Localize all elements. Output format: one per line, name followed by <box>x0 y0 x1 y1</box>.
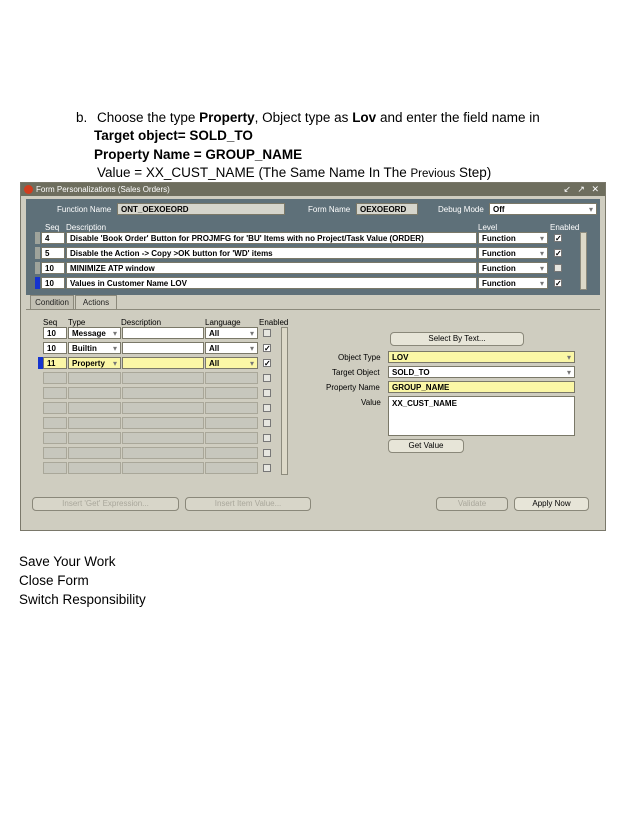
insert-item-value-button[interactable] <box>185 497 311 511</box>
rules-description-header: Description <box>66 223 107 232</box>
insert-get-expression-button[interactable] <box>32 497 179 511</box>
actions-language-header: Language <box>205 318 241 327</box>
window-title: Form Personalizations (Sales Orders) <box>36 185 170 194</box>
action-description-empty[interactable] <box>122 417 204 429</box>
form-personalizations-window <box>20 182 606 531</box>
rules-block <box>26 199 600 525</box>
record-indicator[interactable] <box>35 247 40 259</box>
step-line-2: Target object= SOLD_TO <box>94 128 253 143</box>
apply-now-button[interactable] <box>514 497 589 511</box>
actions-scrollbar[interactable] <box>281 327 288 475</box>
rule-seq[interactable]: 5 <box>41 247 65 259</box>
rule-enabled-checkbox[interactable] <box>554 264 562 272</box>
rule-level-select[interactable]: Function ▾ <box>478 247 548 259</box>
action-seq[interactable]: 10 <box>43 342 67 354</box>
action-description[interactable] <box>122 342 204 354</box>
actions-description-header: Description <box>121 318 162 327</box>
actions-type-header: Type <box>68 318 86 327</box>
step-text-4b: Previous <box>410 168 456 180</box>
action-language-empty[interactable] <box>205 417 258 429</box>
actions-panel <box>26 309 600 510</box>
tab-condition[interactable]: Condition <box>30 295 74 309</box>
action-enabled-checkbox[interactable] <box>263 404 271 412</box>
action-seq[interactable]: 11 <box>43 357 67 369</box>
object-type-select[interactable]: LOV ▾ <box>388 351 575 363</box>
action-type-select[interactable]: Message ▾ <box>68 327 121 339</box>
debug-mode-label: Debug Mode <box>438 205 484 214</box>
action-description-empty[interactable] <box>122 402 204 414</box>
function-name-label: Function Name <box>57 205 112 214</box>
target-object-label: Target Object <box>332 368 380 377</box>
action-language-empty[interactable] <box>205 432 258 444</box>
action-description-empty[interactable] <box>122 387 204 399</box>
action-language-select[interactable]: All ▾ <box>205 357 258 369</box>
oracle-app-icon <box>24 185 33 194</box>
action-description[interactable] <box>122 357 204 369</box>
function-name-field[interactable]: ONT_OEXOEORD <box>117 203 285 215</box>
form-name-label: Form Name <box>308 205 351 214</box>
value-textarea[interactable]: XX_CUST_NAME <box>388 396 575 436</box>
get-value-label: Get Value <box>408 441 444 450</box>
action-seq-empty[interactable] <box>43 387 67 399</box>
action-description-empty[interactable] <box>122 447 204 459</box>
rule-description[interactable]: Disable 'Book Order' Button for PROJMFG for 'BU' Items with no Project/Task Value (ORDER) <box>66 232 477 244</box>
action-type-empty[interactable] <box>68 387 121 399</box>
action-seq-empty[interactable] <box>43 462 67 474</box>
property-name-label: Property Name <box>326 383 380 392</box>
tab-region <box>26 295 600 525</box>
action-type-select[interactable]: Property ▾ <box>68 357 121 369</box>
rule-enabled-checkbox[interactable]: ✓ <box>555 234 562 243</box>
rule-description[interactable]: Values in Customer Name LOV <box>66 277 477 289</box>
step-text-1a: Choose the type <box>97 110 200 125</box>
record-indicator[interactable] <box>35 262 40 274</box>
step-text-4a: Value = XX_CUST_NAME (The Same Name In The <box>97 165 411 180</box>
rule-seq[interactable]: 10 <box>41 277 65 289</box>
apply-now-label: Apply Now <box>532 499 571 508</box>
select-by-text-button[interactable] <box>390 332 524 346</box>
step-text-1e: and enter the field name in <box>376 110 540 125</box>
insert-item-value-label: Insert Item Value... <box>214 499 282 508</box>
rule-enabled-checkbox[interactable]: ✓ <box>555 279 562 288</box>
action-type-empty[interactable] <box>68 432 121 444</box>
action-description-empty[interactable] <box>122 372 204 384</box>
record-indicator[interactable] <box>35 232 40 244</box>
rule-level-select[interactable]: Function ▾ <box>478 262 548 274</box>
step-text-1d: Lov <box>352 110 377 125</box>
action-seq-empty[interactable] <box>43 447 67 459</box>
action-seq-empty[interactable] <box>43 432 67 444</box>
actions-seq-header: Seq <box>43 318 58 327</box>
action-type-empty[interactable] <box>68 417 121 429</box>
action-seq-empty[interactable] <box>43 417 67 429</box>
property-name-field[interactable]: GROUP_NAME <box>388 381 575 393</box>
rule-description[interactable]: MINIMIZE ATP window <box>66 262 477 274</box>
step-text-1c: , Object type as <box>254 110 353 125</box>
action-enabled-checkbox[interactable] <box>263 389 271 397</box>
action-seq-empty[interactable] <box>43 372 67 384</box>
step-prefix: b. <box>76 110 88 125</box>
validate-label: Validate <box>457 499 487 508</box>
validate-button[interactable] <box>436 497 508 511</box>
action-enabled-checkbox[interactable] <box>263 434 271 442</box>
action-enabled-checkbox[interactable] <box>263 449 271 457</box>
select-by-text-label: Select By Text... <box>428 334 486 343</box>
step-line-4 <box>97 163 491 184</box>
rules-seq-header: Seq <box>45 223 60 232</box>
note-save-work: Save Your Work <box>19 554 116 569</box>
form-name-field[interactable]: OEXOEORD <box>356 203 418 215</box>
step-line-3: Property Name = GROUP_NAME <box>94 147 303 162</box>
object-type-label: Object Type <box>338 353 381 362</box>
rules-scrollbar[interactable] <box>580 232 587 290</box>
rule-description[interactable]: Disable the Action -> Copy >OK button for 'WD' items <box>66 247 477 259</box>
action-language-select[interactable]: All ▾ <box>205 327 258 339</box>
rule-enabled-checkbox[interactable]: ✓ <box>555 249 562 258</box>
insert-get-expression-label: Insert 'Get' Expression... <box>62 499 149 508</box>
step-line-1 <box>76 108 540 127</box>
window-title-bar <box>21 183 605 196</box>
action-type-empty[interactable] <box>68 372 121 384</box>
action-enabled-checkbox[interactable] <box>263 419 271 427</box>
action-language-empty[interactable] <box>205 447 258 459</box>
window-controls-icon[interactable]: ↙ ↗ ✕ <box>563 184 601 194</box>
rule-seq[interactable]: 4 <box>41 232 65 244</box>
action-type-empty[interactable] <box>68 402 121 414</box>
action-seq[interactable]: 10 <box>43 327 67 339</box>
get-value-button[interactable] <box>388 439 464 453</box>
step-text-4c: Step) <box>455 165 492 180</box>
rule-level-select[interactable]: Function ▾ <box>478 277 548 289</box>
action-language-empty[interactable] <box>205 387 258 399</box>
note-close-form: Close Form <box>19 573 89 588</box>
tab-actions[interactable]: Actions <box>75 295 117 309</box>
action-description[interactable] <box>122 327 204 339</box>
action-description-empty[interactable] <box>122 432 204 444</box>
action-enabled-checkbox[interactable]: ✓ <box>264 359 271 368</box>
action-language-empty[interactable] <box>205 372 258 384</box>
action-enabled-checkbox[interactable] <box>263 329 271 337</box>
debug-mode-select[interactable]: Off ▾ <box>489 203 597 215</box>
action-language-empty[interactable] <box>205 402 258 414</box>
action-enabled-checkbox[interactable] <box>263 464 271 472</box>
rule-level-select[interactable]: Function ▾ <box>478 232 548 244</box>
value-label: Value <box>361 398 381 407</box>
note-switch-responsibility: Switch Responsibility <box>19 592 146 607</box>
rule-seq[interactable]: 10 <box>41 262 65 274</box>
rules-enabled-header: Enabled <box>550 223 580 232</box>
step-text-1b: Property <box>199 110 255 125</box>
action-enabled-checkbox[interactable] <box>263 374 271 382</box>
action-language-empty[interactable] <box>205 462 258 474</box>
actions-enabled-header: Enabled <box>259 318 289 327</box>
action-type-select[interactable]: Builtin ▾ <box>68 342 121 354</box>
current-record-indicator[interactable] <box>35 277 40 289</box>
action-description-empty[interactable] <box>122 462 204 474</box>
action-type-empty[interactable] <box>68 462 121 474</box>
rules-level-header: Level <box>478 223 498 232</box>
action-type-empty[interactable] <box>68 447 121 459</box>
action-language-select[interactable]: All ▾ <box>205 342 258 354</box>
action-seq-empty[interactable] <box>43 402 67 414</box>
target-object-select[interactable]: SOLD_TO ▾ <box>388 366 575 378</box>
action-enabled-checkbox[interactable]: ✓ <box>264 344 271 353</box>
